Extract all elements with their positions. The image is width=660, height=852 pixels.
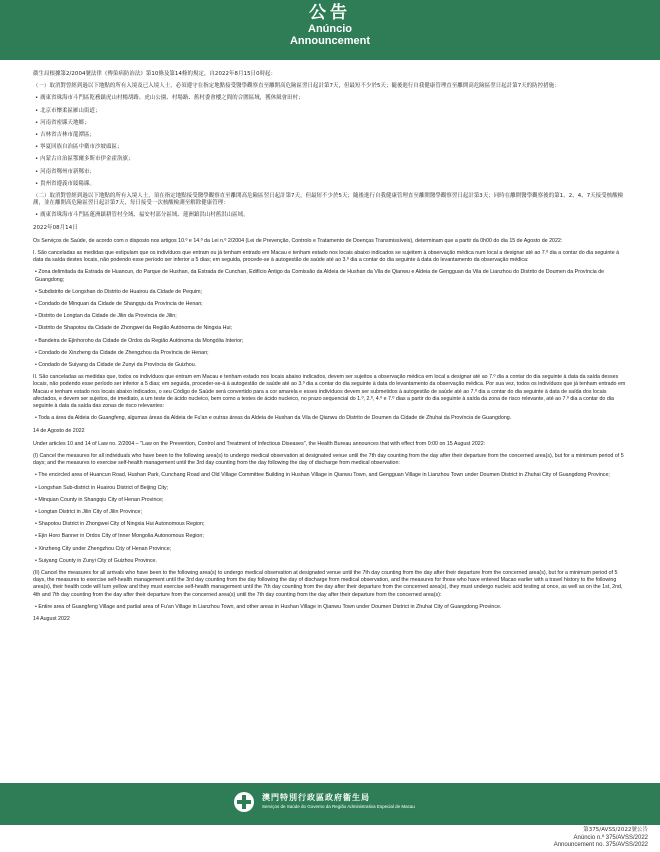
- en-list1-item: • Suiyang County in Zunyi City of Guizhou Province.: [35, 557, 157, 564]
- en-date: 14 August 2022: [33, 615, 70, 622]
- zh-section-2: （二）取消對曾經到過以下地點的所有入境人士，須在指定地點接受醫學觀察直至離開高危險區翌日起計第7天，但最短不少於5天；隨後進行自我健康管理直至離開醫學觀察翌日起計第3天；同時在離開醫學觀察後的第1、2、4、7天接受核酸檢測，並在離開高危險區翌日起計第7天，每日接受一次核酸檢測至解除健康管理：: [33, 193, 624, 207]
- zh-intro: 衞生局根據第2/2004號法律《傳染病防治法》第10條及第14條的規定，自2022年8月15日0時起：: [33, 71, 277, 77]
- en-list2-item: • Entire area of Guangfeng Village and partial area of Fu'an Village in Lianzhou Town, and other areas in Hushan Village in Qianwu Town under Doumen District in Zhuhai City of Guangdong Province.: [35, 603, 502, 610]
- announcement-reference: [554, 827, 648, 850]
- en-list1-item: • Longtan District in Jilin City of Jilin Province;: [35, 508, 142, 515]
- header-title-pt: Anúncio: [308, 23, 352, 35]
- en-list1-item: • Ejin Horo Banner in Ordos City of Inner Mongolia Autonomous Region;: [35, 533, 204, 540]
- zh-date: 2022年08月14日: [33, 224, 78, 231]
- reference-zh: 第375/AVSS/2022號公告: [583, 827, 648, 833]
- zh-list1-item: • 廣東省珠海市斗門區乾務鎮虎山村楊胡路、虎山公園、村場路、舊村委會樓之間的合圍區域，獲休級會田村；: [35, 95, 304, 102]
- zh-list1-item: • 河南省密縣天地鄉；: [35, 119, 90, 126]
- pt-list1-item: • Condado de Xinzheng da Cidade de Zhengzhou da Província de Henan;: [35, 349, 209, 356]
- en-section-2: (II) Cancel the measures for all arrivals who have been to the following area(s) to undergo medical observation at designated venue until the 7th day counting from the day after their departure from the concerned area(s), but for a minimum period of 5 days, the measures to exercise self-health management until the 3rd day counting from the day following the day of discharge from medical observation, and the measures for those who have entered Macao earlier with a travel history to the following area(s), their health code will turn yellow and they must exercise self-health management until the 7th day counting from the day after their departure from the concerned area(s), they must undergo nucleic acid testing at once, as well as on the 1st, 2nd, 4th and 7th day counting from the day after their departure from the concerned area(s) until the 7th day counting from the day after their departure from the concerned area(s):: [33, 569, 623, 598]
- footer-org-zh: 澳門特別行政區政府衞生局: [262, 793, 370, 802]
- en-list1-item: • The encircled area of Huancun Road, Hushan Park, Cunchang Road and Old Village Committee Building in Hushan Village in Qianwu Town, and Gengguan Village in Lianzhou Town under Doumen District in Zhuhai City of Guangdong Province;: [35, 472, 610, 479]
- pt-list2-item: • Toda a área da Aldeia do Guangfeng, algumas áreas da Aldeia de Fu'an e outras áreas da Aldeia de Hushan da Vila de Qianwu do Distrito de Doumen da Cidade de Zhuhai da Província de Guangdong.: [35, 415, 512, 422]
- pt-section-1: I. São canceladas as medidas que estipulam que os indivíduos que entram ou já tenham entrado em Macau e tenham estado nos locais abaixo indicados se sujeitem à observação médica num local a designar até ao 7.º dia a contar do dia seguinte à data da saída destes locais, não podendo esse período ser inferior a 5 dias; em seguida, procede-se à autogestão de saúde até ao 3.º dia a contar do dia seguinte à data do levantamento da observação médica:: [33, 250, 620, 264]
- en-intro: Under articles 10 and 14 of Law no. 2/2004 – "Law on the Prevention, Control and Treatment of Infectious Diseases", the Health Bureau announces that with effect from 0:00 on 15 August 2022:: [33, 440, 486, 447]
- pt-section-2: II. São canceladas as medidas que, todos os indivíduos que entram em Macau e tenham estado nos locais abaixo indicados, devem ser sujeitos a observação médica em local a designar até ao 7.º dia a contar do dia seguinte à data da saída desses locais, não podendo esse período ser inferior a 5 dias; em seguida, proceder-se-á à autogestão de saúde até ao 3.º dia a contar do dia seguinte à data do levantamento da observação médica. Por sua vez, todos os indivíduos que já tenham entrado em Macau e tenham estado nos locais abaixo indicados, o seu Código de Saúde será convertido para a cor amarela e esses indivíduos devem ser submetidos à autogestão de saúde até ao 7.º dia a contar do dia seguinte à data de saída dos locais afectados, e devem ser sujeitos, de imediato, a um teste de ácido nucleico, bem como a testes de ácido nucleico, no prazo sequencial do 1.º, 2.º, 4.º e 7.º dias a partir do dia seguinte à saída da zona de risco relevante, até ao 7.º dia a contar do dia seguinte à data da saída das zonas de risco relevantes:: [33, 374, 626, 410]
- pt-list1-item: • Distrito de Shapotou da Cidade de Zhongwei da Região Autónoma de Ningxia Hui;: [35, 325, 233, 332]
- pt-list1-item: • Condado de Minquan da Cidade de Shangqiu da Província de Henan;: [35, 301, 203, 308]
- zh-list1-item: • 寧夏回族自治區中衛市沙坡頭區；: [35, 144, 123, 151]
- pt-list1-item: • Condado de Suiyang da Cidade de Zunyi da Província de Guizhou.: [35, 362, 197, 369]
- health-bureau-logo-icon: [233, 791, 255, 813]
- pt-intro: Os Serviços de Saúde, de acordo com o disposto nos artigos 10.º e 14.º da Lei n.º 2/2004 (Lei de Prevenção, Controlo e Tratamento de Doenças Transmissíveis), determinam que a partir da 0h00 do dia 15 de Agosto de 2022:: [33, 237, 563, 244]
- footer-organisation-bar: [0, 783, 660, 825]
- header-title-zh: 公告: [309, 3, 351, 23]
- zh-list1-item: • 河南省鄭州市新鄭市；: [35, 168, 96, 175]
- en-list1-item: • Minquan County in Shangqiu City of Henan Province;: [35, 496, 164, 503]
- zh-list1-item: • 內蒙古自治區鄂爾多斯市伊金霍洛旗；: [35, 156, 134, 163]
- en-list1-item: • Shapotou District in Zhongwei City of Ningxia Hui Autonomous Region;: [35, 521, 205, 528]
- reference-en: Announcement no. 375/AVSS/2022: [553, 842, 648, 848]
- header-title-en: Announcement: [289, 35, 371, 47]
- en-list1-item: • Xinzheng City under Zhengzhou City of Henan Province;: [35, 545, 172, 552]
- footer-org-pt: Serviços de Saúde do Governo da Região Administrativa Especial de Macau: [262, 804, 415, 809]
- pt-date: 14 de Agosto de 2022: [33, 427, 85, 434]
- en-section-1: (I) Cancel the measures for all individuals who have been to the following area(s) to undergo medical observation at designated venue until the 7th day counting from the day after their departure from the concerned area(s), but for a minimum period of 5 days; and the measures to exercise self-health management until the 3rd day counting from the day following the day of discharge from medical observation:: [33, 452, 624, 467]
- pt-list1-item: • Bandeira de Ejinhoroho da Cidade de Ordos da Região Autónoma da Mongólia Interior;: [35, 337, 244, 344]
- reference-pt: Anúncio n.º 375/AVSS/2022: [573, 834, 648, 841]
- pt-list1-item: • Subdistrito de Longshan do Distrito de Huairou da Cidade de Pequim;: [35, 288, 203, 295]
- zh-section-1: （一）取消對曾經到過以下地點的所有入境及已入境人士，必須遵守在指定地點接受醫學觀察直至離開高危險區翌日起計第7天，但最短不少於5天；隨後進行自我健康管理直至離開高危險區翌日起計第7天的防控措施：: [33, 83, 560, 90]
- announcement-header: [0, 0, 660, 60]
- announcement-body: [33, 71, 629, 629]
- zh-list1-item: • 北京市懷柔區雁山街道；: [35, 107, 101, 114]
- zh-list2-item: • 廣東省珠海市斗門區蓮洲鎮耕管村全域、福安村部分區域、蓮洲鎮洪山村舊洪山區域。: [35, 212, 249, 219]
- en-list1-item: • Longshan Sub-district in Huairou District of Beijing City;: [35, 484, 169, 491]
- zh-list1-item: • 貴州省遵義市綏陽縣。: [35, 180, 96, 187]
- zh-list1-item: • 吉林省吉林市龍潭區；: [35, 132, 96, 139]
- pt-list1-item: • Zona delimitada da Estrada de Huancun, do Parque de Hushan, da Estrada de Cunchan, Edifício Antigo da Comissão da Aldeia de Hushan da Vila de Qianwu e Aldeia de Gengguan da Vila de Lianzhou do Distrito de Doumen da Província de Guangdong;: [35, 269, 605, 283]
- pt-list1-item: • Distrito de Longtan da Cidade de Jilin da Província de Jilin;: [35, 313, 177, 320]
